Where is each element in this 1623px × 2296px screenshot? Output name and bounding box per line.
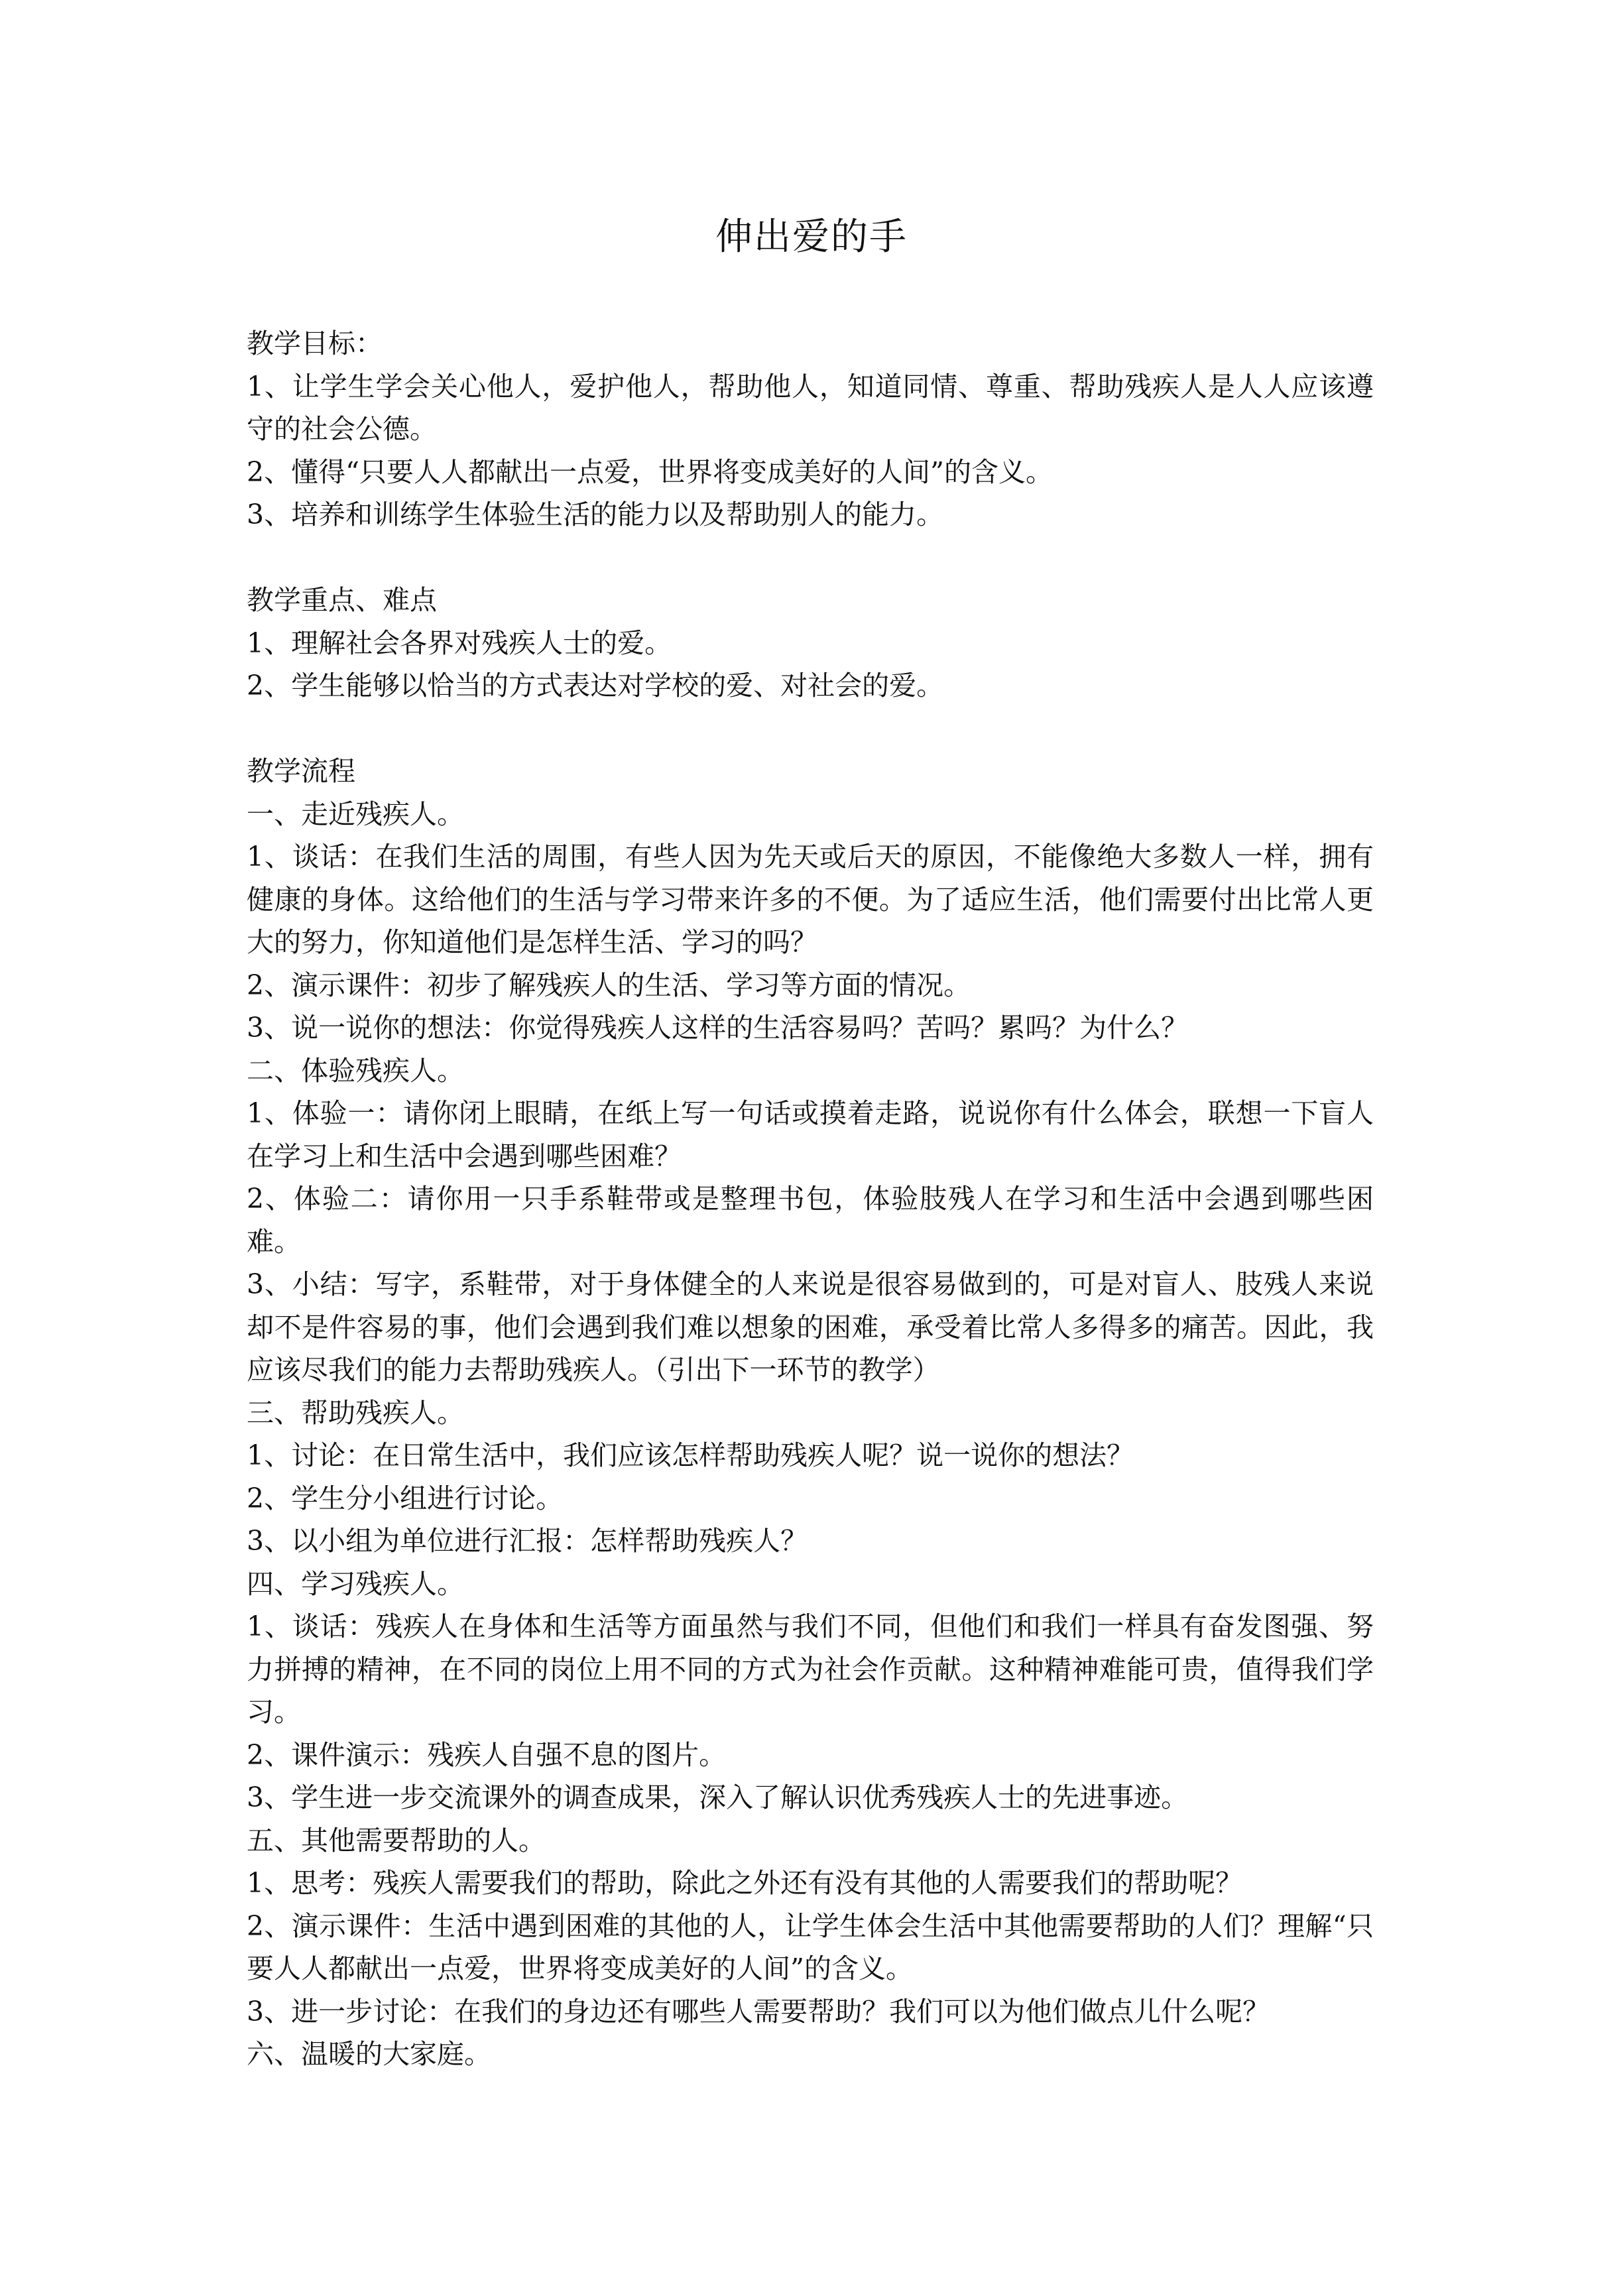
objective-item: 3、培养和训练学生体验生活的能力以及帮助别人的能力。 <box>247 499 944 530</box>
page-title: 伸出爱的手 <box>715 215 908 259</box>
process-part-title: 三、帮助残疾人。 <box>247 1396 464 1429</box>
process-item: 1、谈话：在我们生活的周围，有些人因为先天或后天的原因，不能像绝大多数人一样，拥有健康的身体。这给他们的生活与学习带来许多的不便。为了适应生活，他们需要付出比常人更大的努力，你知道他们是怎样生活、学习的吗？ <box>247 841 1374 958</box>
process-item: 2、课件演示：残疾人自强不息的图片。 <box>247 1738 727 1771</box>
process-item: 1、思考：残疾人需要我们的帮助，除此之外还有没有其他的人需要我们的帮助呢？ <box>247 1867 1243 1899</box>
process-part-title: 五、其他需要帮助的人。 <box>247 1824 546 1856</box>
section-gap <box>247 536 1374 579</box>
document-body <box>247 322 1374 2076</box>
objective-item: 2、懂得“只要人人都献出一点爱，世界将变成美好的人间”的含义。 <box>247 455 1053 488</box>
process-item: 3、以小组为单位进行汇报：怎样帮助残疾人？ <box>247 1525 808 1557</box>
process-item: 3、学生进一步交流课外的调查成果，深入了解认识优秀残疾人士的先进事迹。 <box>247 1782 1189 1813</box>
process-item: 3、进一步讨论：在我们的身边还有哪些人需要帮助？我们可以为他们做点儿什么呢？ <box>247 1995 1270 2027</box>
process-part-title: 四、学习残疾人。 <box>247 1567 464 1600</box>
process-heading: 教学流程 <box>247 755 355 787</box>
section-gap <box>247 707 1374 751</box>
process-item: 1、体验一：请你闭上眼睛，在纸上写一句话或摸着走路，说说你有什么体会，联想一下盲人在学习上和生活中会遇到哪些困难？ <box>247 1097 1374 1172</box>
process-item: 2、学生分小组进行讨论。 <box>247 1482 564 1514</box>
process-item: 3、小结：写字，系鞋带，对于身体健全的人来说是很容易做到的，可是对盲人、肢残人来说却不是件容易的事，他们会遇到我们难以想象的困难，承受着比常人多得多的痛苦。因此，我应该尽我们的能力去帮助残疾人。（引出下一环节的教学） <box>247 1268 1374 1386</box>
process-part-title: 六、温暖的大家庭。 <box>247 2038 491 2070</box>
objectives-heading: 教学目标： <box>247 328 383 359</box>
process-item: 3、说一说你的想法：你觉得残疾人这样的生活容易吗？苦吗？累吗？为什么？ <box>247 1012 1189 1044</box>
objective-item: 1、让学生学会关心他人，爱护他人，帮助他人，知道同情、尊重、帮助残疾人是人人应该遵守的社会公德。 <box>247 370 1374 445</box>
keypoint-item: 2、学生能够以恰当的方式表达对学校的爱、对社会的爱。 <box>247 670 944 701</box>
process-item: 1、谈话：残疾人在身体和生活等方面虽然与我们不同，但他们和我们一样具有奋发图强、努力拼搏的精神，在不同的岗位上用不同的方式为社会作贡献。这种精神难能可贵，值得我们学习。 <box>247 1610 1374 1728</box>
process-item: 1、讨论：在日常生活中，我们应该怎样帮助残疾人呢？说一说你的想法？ <box>247 1439 1134 1471</box>
keypoint-item: 1、理解社会各界对残疾人士的爱。 <box>247 627 672 659</box>
process-part-title: 一、走近残疾人。 <box>247 798 464 830</box>
process-item: 2、演示课件：初步了解残疾人的生活、学习等方面的情况。 <box>247 969 971 1001</box>
process-item: 2、体验二：请你用一只手系鞋带或是整理书包，体验肢残人在学习和生活中会遇到哪些困难。 <box>247 1183 1374 1258</box>
process-part-title: 二、体验残疾人。 <box>247 1054 464 1087</box>
keypoints-heading: 教学重点、难点 <box>247 584 437 616</box>
process-item: 2、演示课件：生活中遇到困难的其他的人，让学生体会生活中其他需要帮助的人们？理解“只要人人都献出一点爱，世界将变成美好的人间”的含义。 <box>247 1909 1374 1984</box>
